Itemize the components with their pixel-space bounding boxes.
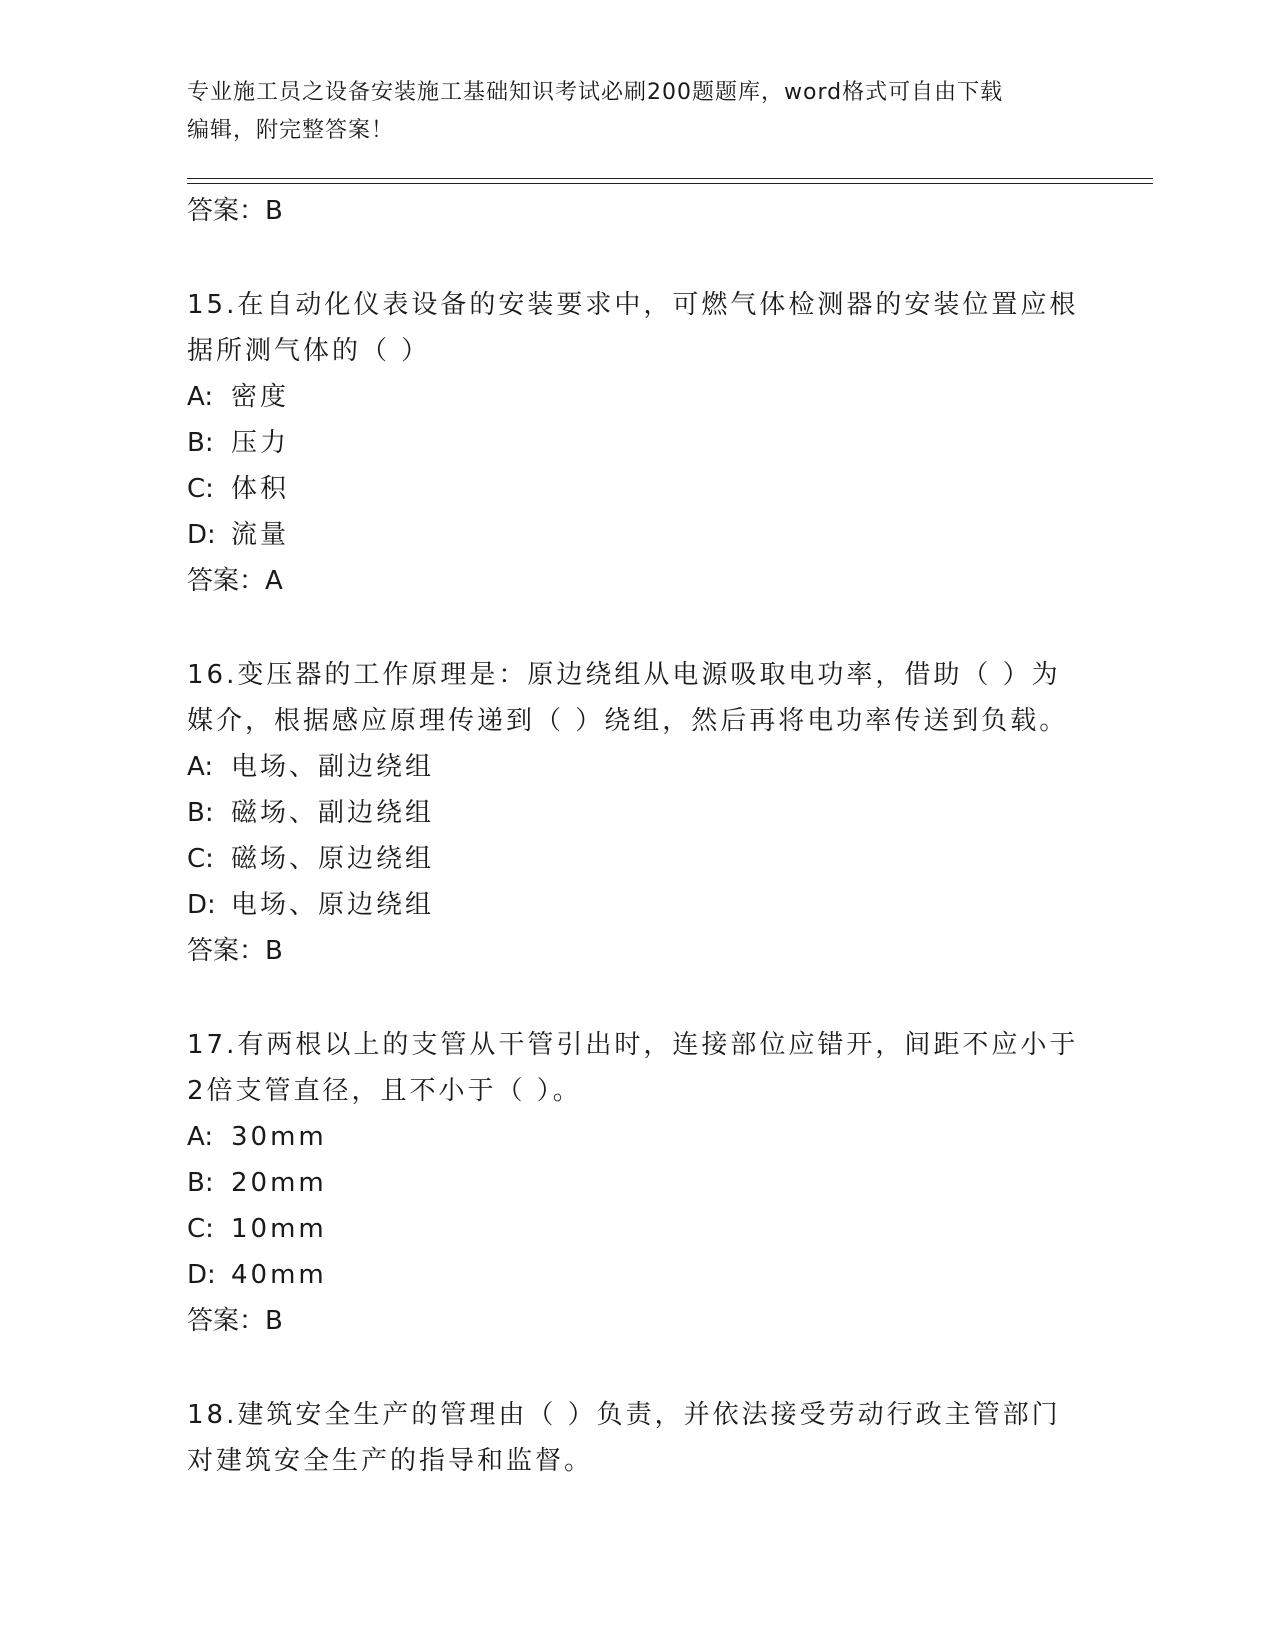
header-line-1: 专业施工员之设备安装施工基础知识考试必刷200题题库，word格式可自由下载 <box>187 80 1004 105</box>
option-key: B: <box>187 428 214 458</box>
option-list <box>187 744 1087 928</box>
question-18 <box>187 1392 1087 1484</box>
option-text: 40mm <box>231 1260 327 1290</box>
question-stem: 16.变压器的工作原理是：原边绕组从电源吸取电功率，借助（ ）为媒介，根据感应原理传递到（ ）绕组，然后再将电功率传送到负载。 <box>187 660 1069 736</box>
option-c <box>187 1206 1087 1252</box>
question-15 <box>187 282 1087 604</box>
option-a <box>187 1114 1087 1160</box>
option-text: 磁场、副边绕组 <box>231 798 435 828</box>
option-b <box>187 1160 1087 1206</box>
question-17 <box>187 1022 1087 1344</box>
option-c <box>187 466 1087 512</box>
option-text: 电场、副边绕组 <box>231 752 435 782</box>
option-key: D: <box>187 520 216 550</box>
option-d <box>187 1252 1087 1298</box>
option-key: A: <box>187 382 214 412</box>
option-a <box>187 374 1087 420</box>
option-text: 磁场、原边绕组 <box>231 844 435 874</box>
option-key: B: <box>187 1168 214 1198</box>
option-text: 10mm <box>231 1214 327 1244</box>
option-key: A: <box>187 1122 214 1152</box>
header-line-2: 编辑，附完整答案！ <box>187 118 395 143</box>
option-key: C: <box>187 1214 214 1244</box>
question-stem: 18.建筑安全生产的管理由（ ）负责，并依法接受劳动行政主管部门对建筑安全生产的指导和监督。 <box>187 1400 1061 1476</box>
question-16 <box>187 652 1087 974</box>
option-text: 压力 <box>231 428 290 458</box>
answer-line: 答案：B <box>187 936 283 966</box>
page-header <box>187 74 1087 150</box>
option-key: D: <box>187 1260 216 1290</box>
answer-line: 答案：B <box>187 196 283 226</box>
option-list <box>187 1114 1087 1298</box>
option-b <box>187 790 1087 836</box>
question-stem: 15.在自动化仪表设备的安装要求中，可燃气体检测器的安装位置应根据所测气体的（ ） <box>187 290 1079 366</box>
option-key: C: <box>187 844 214 874</box>
answer-line: 答案：B <box>187 1306 283 1336</box>
option-text: 密度 <box>231 382 290 412</box>
option-list <box>187 374 1087 558</box>
option-text: 电场、原边绕组 <box>231 890 435 920</box>
option-key: B: <box>187 798 214 828</box>
header-rule-bottom <box>187 183 1153 184</box>
option-a <box>187 744 1087 790</box>
option-b <box>187 420 1087 466</box>
option-d <box>187 882 1087 928</box>
option-key: D: <box>187 890 216 920</box>
option-text: 流量 <box>231 520 290 550</box>
question-list <box>187 188 1087 1484</box>
option-key: C: <box>187 474 214 504</box>
option-text: 20mm <box>231 1168 327 1198</box>
option-text: 30mm <box>231 1122 327 1152</box>
option-text: 体积 <box>231 474 290 504</box>
option-c <box>187 836 1087 882</box>
question-stem: 17.有两根以上的支管从干管引出时，连接部位应错开，间距不应小于2倍支管直径，且不小于（ ）。 <box>187 1030 1079 1106</box>
option-d <box>187 512 1087 558</box>
option-key: A: <box>187 752 214 782</box>
header-rule-top <box>187 178 1153 179</box>
answer-line: 答案：A <box>187 566 283 596</box>
